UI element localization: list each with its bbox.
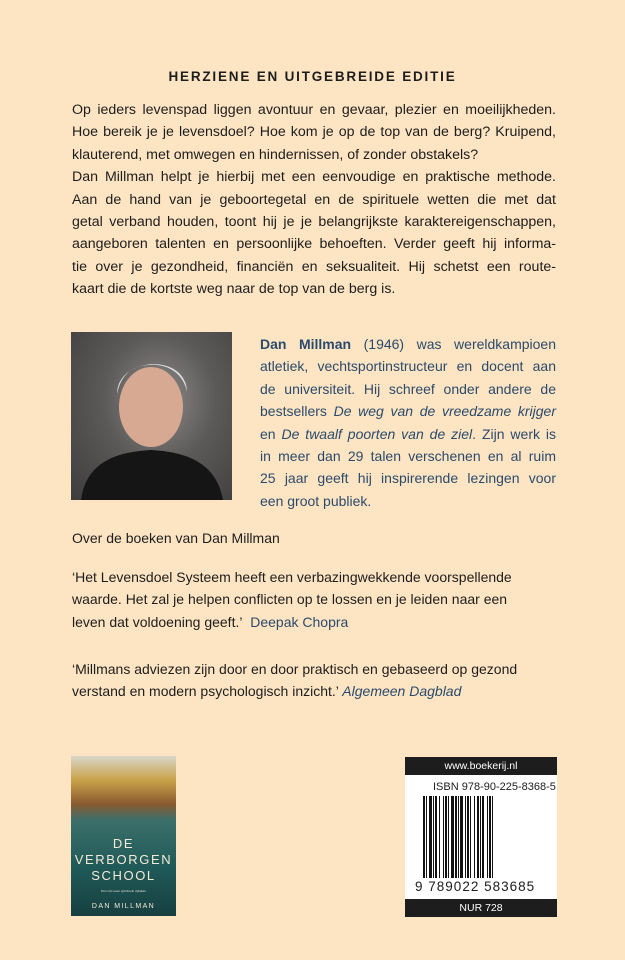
text-line: leven dat voldoening geeft.’: [72, 613, 243, 630]
cover-author: DAN MILLMAN: [91, 903, 156, 910]
text-line: getal verband houden, toont hij je je belangrijkste karaktereigenschappen,: [72, 214, 556, 231]
text-line: aangeboren talenten en persoonlijke behoeften. Verder geeft hij informa-: [72, 236, 556, 253]
text-line: in meer dan 29 talen verschenen en al ruim: [260, 448, 556, 465]
edition-heading: HERZIENE EN UITGEBREIDE EDITIE: [168, 69, 457, 84]
text-line: de universiteit. Hij schreef onder andere de: [260, 380, 556, 397]
text-line: (1946) was wereldkampioen: [363, 336, 556, 352]
intro-paragraph: [72, 99, 556, 301]
quote-source: Algemeen Dagblad: [342, 683, 462, 700]
text-line: een groot publiek.: [260, 492, 372, 509]
barcode-bars: [423, 796, 541, 878]
barcode-digits: 789022: [428, 879, 480, 894]
author-name: Dan Millman: [260, 336, 352, 352]
cover-title: DE: [112, 836, 135, 851]
isbn-text: ISBN 978-90-225-8368-5: [433, 781, 556, 793]
book-title: De twaalf poorten van de ziel: [281, 425, 473, 442]
text-line: tie over je gezondheid, financiën en seksualiteit. Hij schetst een route-: [72, 258, 556, 275]
author-photo: [71, 332, 232, 500]
text-line: klauterend, met omwegen en hindernissen, of zonder obstakels?: [72, 146, 479, 163]
author-bio: [260, 333, 556, 512]
text-line: waarde. Het zal je helpen conflicten op te lossen en je leiden naar een: [72, 591, 508, 608]
text-line: bestsellers: [260, 403, 327, 420]
text-line: Op ieders levenspad liggen avontuur en gevaar, plezier en moeilijkheden.: [72, 102, 556, 118]
text-line: Aan de hand van je geboortegetal en de spirituele wetten die met dat: [72, 191, 556, 208]
text-line: atletiek, vechtsportinstructeur en docent aan: [260, 358, 556, 375]
text-line: kaart die de kortste weg naar de top van de berg is.: [72, 281, 396, 298]
text-line: ‘Het Levensdoel Systeem heeft een verbazingwekkende voorspellende: [72, 569, 512, 585]
book-title: De weg van de vreedzame krijger: [333, 403, 557, 420]
text-line: 25 jaar geeft hij inspirerende lezingen voor: [260, 470, 556, 487]
text-line: Dan Millman helpt je hierbij met een eenvoudige en praktische methode.: [72, 169, 556, 186]
barcode-digits: 583685: [484, 879, 536, 894]
cover-subtitle: Een reis naar spirituele rijkdom: [101, 889, 146, 893]
publisher-url: www.boekerij.nl: [405, 757, 557, 775]
quote-source: Deepak Chopra: [250, 613, 349, 630]
quote-chopra: [72, 566, 562, 633]
nur-code: NUR 728: [405, 899, 557, 917]
isbn-barcode: [405, 757, 557, 917]
cover-title: SCHOOL: [91, 868, 156, 883]
text-line: Hoe bereik je je levensdoel? Hoe kom je op de top van de berg? Kruipend,: [72, 124, 556, 141]
text-line: . Zijn werk is: [472, 425, 556, 442]
barcode-digit: 9: [415, 879, 424, 894]
text-line: en: [260, 425, 276, 442]
book-cover-thumbnail: [71, 756, 176, 916]
text-line: verstand en modern psychologisch inzicht.’: [72, 683, 339, 700]
cover-title: VERBORGEN: [74, 852, 173, 867]
quote-ad: [72, 658, 562, 703]
barcode-bar: [493, 796, 495, 878]
text-line: ‘Millmans adviezen zijn door en door praktisch en gebaseerd op gezond: [72, 661, 518, 677]
reviews-heading: Over de boeken van Dan Millman: [72, 530, 280, 546]
